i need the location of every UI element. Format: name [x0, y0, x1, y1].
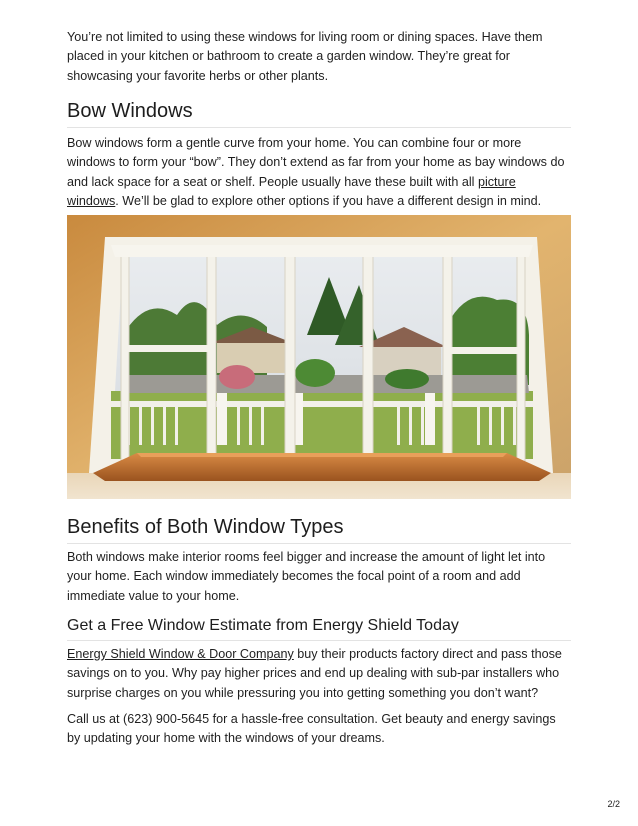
bow-windows-heading: Bow Windows: [67, 100, 193, 122]
railing-post: [217, 393, 227, 445]
window-header: [111, 245, 533, 257]
bow-window-photo: [67, 215, 571, 499]
section-divider: [67, 127, 571, 128]
bow-windows-paragraph: [67, 134, 571, 212]
bush: [295, 359, 335, 387]
estimate-heading: Get a Free Window Estimate from Energy Shield Today: [67, 617, 459, 634]
bow-text-before: Bow windows form a gentle curve from your home. You can combine four or more windows to form your “bow”. They don’t extend as far from your home as bay windows do and lack space for a seat or shelf. People usually have these built with all: [67, 136, 565, 189]
company-link[interactable]: Energy Shield Window & Door Company: [67, 647, 294, 661]
bush: [385, 369, 429, 389]
benefits-heading: Benefits of Both Window Types: [67, 516, 344, 538]
railing-top: [111, 401, 533, 407]
flowering-bush: [219, 365, 255, 389]
left-sash-rail: [125, 345, 209, 352]
intro-paragraph: You’re not limited to using these windows for living room or dining spaces. Have them placed in your kitchen or bathroom to create a garden window. They’re great for showcasing your favorite herbs or other plants.: [67, 30, 543, 83]
bow-text-after: . We’ll be glad to explore other options if you have a different design in mind.: [115, 194, 542, 209]
benefits-paragraph: Both windows make interior rooms feel bigger and increase the amount of light let into your home. Each window immediately becomes the focal point of a room and add immediate value to your home.: [67, 550, 546, 603]
right-sash-rail: [451, 347, 521, 354]
picture-windows-link[interactable]: picture windows: [67, 174, 516, 209]
estimate-text: buy their products factory direct and pass those savings on to you. Why pay higher prices and end up dealing with sub-par installers who surprise charges on you while pressuring you into getting something you don’t want?: [67, 647, 562, 700]
estimate-paragraph: [67, 645, 571, 703]
window-sill: [93, 453, 551, 481]
railing-post: [425, 393, 435, 445]
section-divider: [67, 640, 571, 641]
page-number: 2/2: [607, 799, 620, 809]
section-divider: [67, 543, 571, 544]
sill-highlight: [137, 453, 507, 457]
call-paragraph: Call us at (623) 900-5645 for a hassle-free consultation. Get beauty and energy savings by updating your home with the windows of your dreams.: [67, 712, 556, 746]
